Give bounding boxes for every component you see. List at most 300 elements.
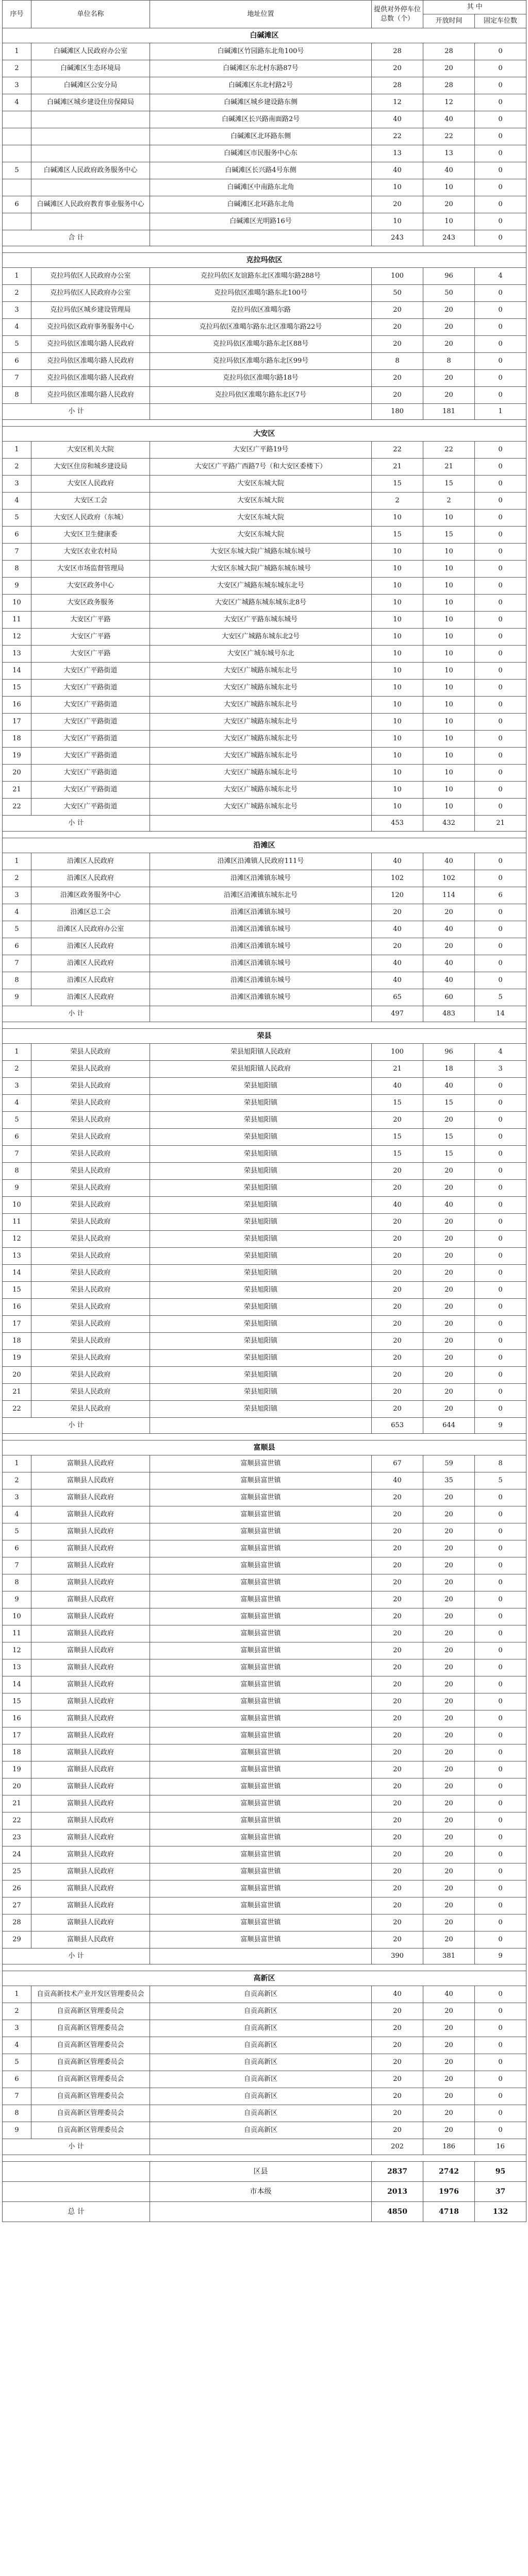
row-plate: 0 [475, 748, 526, 765]
row-seq: 20 [3, 765, 31, 782]
subtotal-total: 390 [372, 1948, 423, 1964]
row-location: 荣县旭阳镇 [150, 1265, 372, 1282]
row-plate: 0 [475, 527, 526, 544]
spacer-cell [3, 246, 526, 253]
row-seq: 1 [3, 1986, 31, 2003]
row-seq: 1 [3, 1044, 31, 1061]
subtotal-fixed: 483 [423, 1006, 475, 1022]
row-plate: 0 [475, 1523, 526, 1540]
subtotal-label: 小 计 [3, 2139, 150, 2155]
row-total: 20 [372, 302, 423, 319]
table-row [3, 111, 526, 128]
total-scope: 区县 [150, 2162, 372, 2182]
table-row [3, 1659, 526, 1676]
row-plate: 0 [475, 1231, 526, 1248]
row-seq: 4 [3, 1506, 31, 1523]
row-total: 20 [372, 1744, 423, 1761]
row-total: 10 [372, 646, 423, 663]
table-row [3, 1812, 526, 1829]
row-seq: 5 [3, 162, 31, 179]
row-total: 20 [372, 196, 423, 213]
row-fixed: 20 [423, 1574, 475, 1591]
row-location: 自贡高新区 [150, 2003, 372, 2020]
table-row [3, 1778, 526, 1795]
row-fixed: 20 [423, 1829, 475, 1846]
row-plate: 0 [475, 510, 526, 527]
row-unit: 富顺县人民政府 [31, 1557, 150, 1574]
row-seq: 2 [3, 2003, 31, 2020]
row-unit: 富顺县人民政府 [31, 1472, 150, 1489]
row-plate: 0 [475, 285, 526, 302]
row-unit: 自贡高新区管理委员会 [31, 2088, 150, 2105]
row-fixed: 10 [423, 544, 475, 561]
row-plate: 5 [475, 1472, 526, 1489]
row-fixed: 20 [423, 1506, 475, 1523]
row-seq: 19 [3, 1761, 31, 1778]
row-fixed: 15 [423, 476, 475, 493]
row-fixed: 15 [423, 1146, 475, 1163]
row-fixed: 20 [423, 1880, 475, 1897]
row-unit: 大安区人民政府 [31, 476, 150, 493]
row-seq: 12 [3, 1231, 31, 1248]
row-plate: 0 [475, 459, 526, 476]
row-total: 20 [372, 1931, 423, 1948]
row-location: 富顺县富世镇 [150, 1625, 372, 1642]
row-unit: 白碱滩区城乡建设住房保障局 [31, 94, 150, 111]
row-location: 克拉玛依区准噶尔路东北100号 [150, 285, 372, 302]
row-total: 15 [372, 1095, 423, 1112]
table-body [3, 28, 526, 2222]
row-location: 沿滩区沿滩镇东城号 [150, 870, 372, 887]
row-fixed: 20 [423, 2122, 475, 2139]
total-label: 总 计 [3, 2202, 150, 2222]
row-fixed: 20 [423, 1897, 475, 1914]
row-unit: 白碱滩区人民政府政务服务中心 [31, 162, 150, 179]
subtotal-row [3, 404, 526, 420]
row-total: 10 [372, 510, 423, 527]
row-seq: 8 [3, 972, 31, 989]
row-plate: 0 [475, 799, 526, 816]
row-seq: 2 [3, 459, 31, 476]
row-fixed: 10 [423, 714, 475, 731]
table-row [3, 1591, 526, 1608]
row-seq: 7 [3, 370, 31, 387]
row-total: 15 [372, 1146, 423, 1163]
table-row [3, 302, 526, 319]
spacer-row [3, 1022, 526, 1029]
row-total: 20 [372, 1401, 423, 1418]
row-plate: 0 [475, 1846, 526, 1863]
row-location: 富顺县富世镇 [150, 1455, 372, 1472]
row-unit: 克拉玛依区准噶尔路人民政府 [31, 387, 150, 404]
row-location: 富顺县富世镇 [150, 1795, 372, 1812]
row-location: 沿滩区沿滩镇东城号 [150, 989, 372, 1006]
row-seq: 25 [3, 1863, 31, 1880]
total-row [3, 2202, 526, 2222]
row-seq: 9 [3, 1591, 31, 1608]
row-location: 白碱滩区光明路16号 [150, 213, 372, 230]
table-row [3, 561, 526, 578]
row-seq: 7 [3, 2088, 31, 2105]
row-location: 荣县旭阳镇 [150, 1231, 372, 1248]
row-plate: 4 [475, 1044, 526, 1061]
row-fixed: 20 [423, 1863, 475, 1880]
table-row [3, 1914, 526, 1931]
table-row [3, 336, 526, 353]
section-title: 高新区 [3, 1971, 526, 1986]
row-fixed: 20 [423, 1180, 475, 1197]
row-seq: 3 [3, 887, 31, 904]
row-fixed: 10 [423, 612, 475, 629]
row-fixed: 20 [423, 2071, 475, 2088]
section-header-row [3, 838, 526, 853]
row-location: 自贡高新区 [150, 2088, 372, 2105]
row-unit: 沿滩区人民政府办公室 [31, 921, 150, 938]
row-unit: 荣县人民政府 [31, 1282, 150, 1299]
row-unit: 荣县人民政府 [31, 1248, 150, 1265]
table-row [3, 1299, 526, 1316]
row-seq [3, 128, 31, 145]
table-row [3, 680, 526, 697]
row-unit: 大安区农业农村局 [31, 544, 150, 561]
row-total: 20 [372, 1897, 423, 1914]
row-location: 荣县旭阳镇 [150, 1214, 372, 1231]
row-unit: 克拉玛依区人民政府办公室 [31, 268, 150, 285]
row-plate: 0 [475, 94, 526, 111]
row-fixed: 20 [423, 1676, 475, 1693]
row-unit: 荣县人民政府 [31, 1044, 150, 1061]
row-fixed: 114 [423, 887, 475, 904]
table-row [3, 179, 526, 196]
row-unit: 自贡高新区管理委员会 [31, 2037, 150, 2054]
row-fixed: 40 [423, 853, 475, 870]
row-location: 荣县旭阳镇 [150, 1078, 372, 1095]
row-seq: 3 [3, 2020, 31, 2037]
subtotal-plate: 9 [475, 1418, 526, 1434]
row-fixed: 20 [423, 1591, 475, 1608]
table-row [3, 578, 526, 595]
row-fixed: 20 [423, 196, 475, 213]
table-row [3, 1676, 526, 1693]
row-location: 沿滩区沿滩镇东城号 [150, 955, 372, 972]
row-location: 白碱滩区北环路东北角 [150, 196, 372, 213]
row-seq [3, 111, 31, 128]
row-fixed: 20 [423, 2105, 475, 2122]
row-unit [31, 179, 150, 196]
table-row [3, 1557, 526, 1574]
row-unit: 大安区广平路街道 [31, 731, 150, 748]
row-plate: 6 [475, 887, 526, 904]
row-fixed: 40 [423, 1078, 475, 1095]
table-row [3, 94, 526, 111]
row-total: 15 [372, 1129, 423, 1146]
row-location: 自贡高新区 [150, 2037, 372, 2054]
row-seq: 14 [3, 1676, 31, 1693]
row-plate: 8 [475, 1455, 526, 1472]
row-location: 自贡高新区 [150, 2020, 372, 2037]
row-unit: 沿滩区政务服务中心 [31, 887, 150, 904]
row-fixed: 10 [423, 179, 475, 196]
table-row [3, 887, 526, 904]
row-unit: 自贡高新区管理委员会 [31, 2105, 150, 2122]
row-unit: 大安区广平路街道 [31, 782, 150, 799]
subtotal-plate: 16 [475, 2139, 526, 2155]
row-location: 大安区广平路广西路7号（和大安区委楼下） [150, 459, 372, 476]
row-plate: 0 [475, 1778, 526, 1795]
table-row [3, 2054, 526, 2071]
row-fixed: 20 [423, 1112, 475, 1129]
row-total: 10 [372, 731, 423, 748]
row-plate: 0 [475, 938, 526, 955]
row-plate: 0 [475, 2071, 526, 2088]
row-location: 富顺县富世镇 [150, 1472, 372, 1489]
row-plate: 0 [475, 629, 526, 646]
row-fixed: 40 [423, 1986, 475, 2003]
row-plate: 0 [475, 544, 526, 561]
row-location: 白碱滩区长兴路南面路2号 [150, 111, 372, 128]
row-location: 荣县旭阳镇 [150, 1299, 372, 1316]
row-location: 自贡高新区 [150, 2071, 372, 2088]
table-row [3, 1350, 526, 1367]
row-location: 沿滩区沿滩镇人民政府111号 [150, 853, 372, 870]
subtotal-label: 小 计 [3, 1418, 150, 1434]
table-row [3, 213, 526, 230]
row-fixed: 10 [423, 595, 475, 612]
row-fixed: 15 [423, 1095, 475, 1112]
row-unit: 荣县人民政府 [31, 1214, 150, 1231]
row-unit: 荣县人民政府 [31, 1367, 150, 1384]
total-fixed: 2742 [423, 2162, 475, 2182]
row-seq: 22 [3, 799, 31, 816]
row-fixed: 20 [423, 1248, 475, 1265]
row-total: 15 [372, 476, 423, 493]
row-plate: 0 [475, 1591, 526, 1608]
table-row [3, 128, 526, 145]
row-unit: 富顺县人民政府 [31, 1914, 150, 1931]
row-location: 富顺县富世镇 [150, 1506, 372, 1523]
subtotal-label: 小 计 [3, 404, 150, 420]
row-plate: 0 [475, 1299, 526, 1316]
row-seq: 6 [3, 196, 31, 213]
row-total: 20 [372, 1676, 423, 1693]
row-seq: 12 [3, 629, 31, 646]
table-row [3, 1214, 526, 1231]
row-plate: 0 [475, 955, 526, 972]
subtotal-empty [150, 816, 372, 832]
table-row [3, 1129, 526, 1146]
row-total: 10 [372, 595, 423, 612]
row-plate: 0 [475, 1316, 526, 1333]
spacer-row [3, 832, 526, 838]
row-plate: 0 [475, 336, 526, 353]
row-total: 20 [372, 1506, 423, 1523]
row-fixed: 20 [423, 1710, 475, 1727]
row-total: 20 [372, 1333, 423, 1350]
row-total: 20 [372, 1523, 423, 1540]
row-location: 大安区广城路东城东城东北号 [150, 578, 372, 595]
row-unit: 富顺县人民政府 [31, 1846, 150, 1863]
row-unit: 荣县人民政府 [31, 1401, 150, 1418]
row-location: 富顺县富世镇 [150, 1693, 372, 1710]
row-unit [31, 111, 150, 128]
row-location: 富顺县富世镇 [150, 1897, 372, 1914]
row-unit: 富顺县人民政府 [31, 1863, 150, 1880]
row-seq: 21 [3, 782, 31, 799]
row-unit: 富顺县人民政府 [31, 1676, 150, 1693]
row-plate: 0 [475, 1795, 526, 1812]
row-seq: 8 [3, 2105, 31, 2122]
row-plate: 0 [475, 319, 526, 336]
row-unit: 富顺县人民政府 [31, 1727, 150, 1744]
row-fixed: 18 [423, 1061, 475, 1078]
row-total: 10 [372, 714, 423, 731]
row-seq: 21 [3, 1795, 31, 1812]
row-unit: 富顺县人民政府 [31, 1812, 150, 1829]
row-total: 10 [372, 179, 423, 196]
table-row [3, 1574, 526, 1591]
table-row [3, 43, 526, 60]
row-plate: 0 [475, 1727, 526, 1744]
table-row [3, 1608, 526, 1625]
row-unit: 大安区广平路街道 [31, 663, 150, 680]
table-row [3, 870, 526, 887]
row-plate: 0 [475, 1350, 526, 1367]
total-count: 2013 [372, 2182, 423, 2202]
row-total: 20 [372, 1282, 423, 1299]
row-seq: 13 [3, 646, 31, 663]
spacer-row [3, 420, 526, 427]
subtotal-label: 小 计 [3, 1006, 150, 1022]
row-plate: 0 [475, 1146, 526, 1163]
row-fixed: 20 [423, 1265, 475, 1282]
row-total: 65 [372, 989, 423, 1006]
table-row [3, 731, 526, 748]
row-seq: 5 [3, 2054, 31, 2071]
row-location: 自贡高新区 [150, 1986, 372, 2003]
row-unit: 富顺县人民政府 [31, 1540, 150, 1557]
table-row [3, 765, 526, 782]
row-fixed: 15 [423, 1129, 475, 1146]
row-location: 富顺县富世镇 [150, 1591, 372, 1608]
row-plate: 0 [475, 663, 526, 680]
header-unit: 单位名称 [31, 1, 150, 28]
row-location: 富顺县富世镇 [150, 1710, 372, 1727]
row-total: 20 [372, 2020, 423, 2037]
row-location: 荣县旭阳镇 [150, 1146, 372, 1163]
row-location: 富顺县富世镇 [150, 1761, 372, 1778]
row-seq: 6 [3, 353, 31, 370]
row-plate: 0 [475, 145, 526, 162]
row-plate: 0 [475, 921, 526, 938]
row-plate: 0 [475, 1180, 526, 1197]
header-total: 提供对外停车位总数（个） [372, 1, 423, 28]
table-row [3, 2003, 526, 2020]
row-seq: 6 [3, 2071, 31, 2088]
row-fixed: 20 [423, 1282, 475, 1299]
row-fixed: 20 [423, 387, 475, 404]
row-total: 20 [372, 1248, 423, 1265]
row-unit: 大安区广平路 [31, 612, 150, 629]
table-row [3, 748, 526, 765]
table-row [3, 162, 526, 179]
row-fixed: 20 [423, 1659, 475, 1676]
subtotal-plate: 9 [475, 1948, 526, 1964]
row-location: 沿滩区沿滩镇东城号 [150, 904, 372, 921]
table-row [3, 904, 526, 921]
row-unit: 自贡高新区管理委员会 [31, 2003, 150, 2020]
table-row [3, 1693, 526, 1710]
table-row [3, 60, 526, 77]
row-total: 20 [372, 1591, 423, 1608]
row-fixed: 20 [423, 1727, 475, 1744]
table-row [3, 1265, 526, 1282]
row-unit: 富顺县人民政府 [31, 1710, 150, 1727]
row-plate: 0 [475, 782, 526, 799]
table-row [3, 1282, 526, 1299]
table-row [3, 1163, 526, 1180]
table-row [3, 1455, 526, 1472]
row-total: 20 [372, 1384, 423, 1401]
total-label [3, 2182, 150, 2202]
row-location: 克拉玛依区准噶尔路东北区88号 [150, 336, 372, 353]
row-location: 大安区广城路东城东北号 [150, 714, 372, 731]
subtotal-empty [150, 230, 372, 246]
row-fixed: 20 [423, 1795, 475, 1812]
row-seq: 2 [3, 285, 31, 302]
row-fixed: 20 [423, 1540, 475, 1557]
row-fixed: 20 [423, 2037, 475, 2054]
row-fixed: 60 [423, 989, 475, 1006]
row-plate: 0 [475, 972, 526, 989]
row-total: 100 [372, 268, 423, 285]
section-title: 富顺县 [3, 1440, 526, 1455]
row-location: 富顺县富世镇 [150, 1489, 372, 1506]
row-total: 40 [372, 1986, 423, 2003]
row-unit: 沿滩区人民政府 [31, 938, 150, 955]
row-unit: 荣县人民政府 [31, 1078, 150, 1095]
row-total: 20 [372, 1778, 423, 1795]
table-row [3, 476, 526, 493]
row-fixed: 21 [423, 459, 475, 476]
row-unit: 大安区机关大院 [31, 442, 150, 459]
row-plate: 0 [475, 1112, 526, 1129]
row-fixed: 20 [423, 1316, 475, 1333]
row-unit: 富顺县人民政府 [31, 1523, 150, 1540]
row-fixed: 10 [423, 663, 475, 680]
row-plate: 0 [475, 1829, 526, 1846]
table-row [3, 1367, 526, 1384]
row-total: 13 [372, 145, 423, 162]
row-plate: 0 [475, 2088, 526, 2105]
row-seq: 1 [3, 1455, 31, 1472]
table-row [3, 1401, 526, 1418]
row-seq: 12 [3, 1642, 31, 1659]
row-location: 白碱滩区东北村路2号 [150, 77, 372, 94]
row-plate: 0 [475, 1744, 526, 1761]
row-fixed: 10 [423, 578, 475, 595]
row-location: 大安区广城路东城东北号 [150, 663, 372, 680]
row-location: 大安区广城路东城东北号 [150, 765, 372, 782]
table-row [3, 2020, 526, 2037]
row-plate: 0 [475, 1710, 526, 1727]
row-total: 10 [372, 799, 423, 816]
row-fixed: 20 [423, 1333, 475, 1350]
row-fixed: 20 [423, 1231, 475, 1248]
row-fixed: 10 [423, 765, 475, 782]
row-unit: 克拉玛依区城乡建设管理局 [31, 302, 150, 319]
table-row [3, 1146, 526, 1163]
row-plate: 0 [475, 1384, 526, 1401]
